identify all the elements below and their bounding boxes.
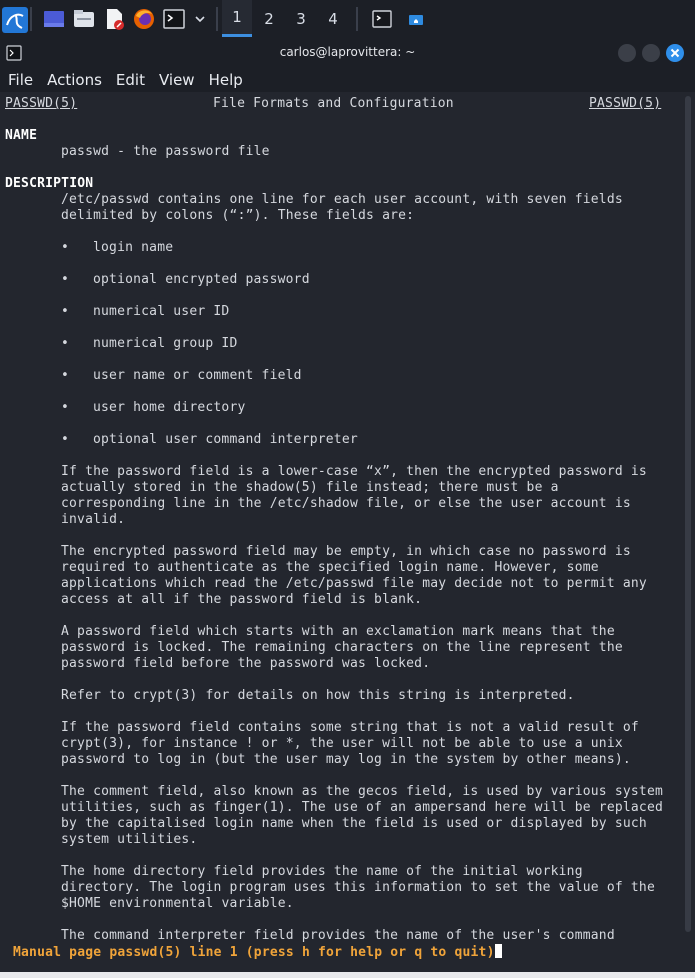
panel-separator — [216, 7, 218, 31]
menubar — [0, 68, 695, 92]
workspace-2[interactable]: 2 — [264, 9, 274, 28]
man-header-center: File Formats and Configuration — [213, 96, 454, 111]
close-button[interactable] — [666, 44, 684, 62]
terminal-scrollbar[interactable] — [685, 96, 691, 932]
text-line: password field before the password was locked. — [61, 656, 431, 671]
close-icon — [666, 44, 684, 62]
pager-status: Manual page passwd(5) line 1 (press h for help or q to quit) — [13, 945, 495, 960]
kali-menu-icon[interactable] — [2, 7, 26, 31]
text-line: actually stored in the shadow(5) file instead; there must be a — [61, 480, 559, 495]
text-line: password is locked. The remaining characters on the line represent the — [61, 640, 623, 655]
text-line: delimited by colons (“:”). These fields are: — [61, 208, 415, 223]
text-line: A password field which starts with an exclamation mark means that the — [61, 624, 615, 639]
text-line: The command interpreter field provides the name of the user's command — [61, 928, 615, 943]
cursor — [495, 944, 502, 958]
text-line: passwd - the password file — [61, 144, 270, 159]
section-description: DESCRIPTION — [5, 176, 94, 191]
text-line: system utilities. — [61, 832, 198, 847]
text-line: directory. The login program uses this information to set the value of the — [61, 880, 655, 895]
text-line: by the capitalised login name when the field is used or displayed by such — [61, 816, 647, 831]
terminal-icon[interactable] — [162, 7, 186, 31]
text-line: The home directory field provides the name of the initial working — [61, 864, 583, 879]
text-line: /etc/passwd contains one line for each user account, with seven fields — [61, 192, 623, 207]
text-line: required to authenticate as the specified login name. However, some — [61, 560, 599, 575]
window-titlebar[interactable] — [0, 37, 695, 68]
list-item: optional user command interpreter — [93, 432, 358, 447]
man-header-left: PASSWD(5) — [5, 96, 78, 111]
text-editor-icon[interactable] — [102, 7, 126, 31]
terminal-view[interactable] — [0, 92, 683, 972]
list-item: numerical group ID — [93, 336, 238, 351]
bullet: • — [61, 336, 70, 351]
bullet: • — [61, 304, 70, 319]
window-title: carlos@laprovittera: ~ — [279, 45, 416, 59]
text-line: The encrypted password field may be empty, in which case no password is — [61, 544, 631, 559]
text-line: $HOME environmental variable. — [61, 896, 294, 911]
minimize-button[interactable] — [618, 44, 636, 62]
menu-file[interactable]: File — [8, 71, 34, 89]
text-line: invalid. — [61, 512, 126, 527]
workspace-switcher-icon[interactable] — [42, 7, 66, 31]
man-header-right: PASSWD(5) — [589, 96, 662, 111]
text-line: If the password field contains some string that is not a valid result of — [61, 720, 639, 735]
menu-view[interactable]: View — [158, 71, 195, 89]
menu-help[interactable]: Help — [208, 71, 243, 89]
pager-status-line — [13, 944, 502, 961]
menu-edit[interactable]: Edit — [115, 71, 145, 89]
text-line: If the password field is a lower-case “x”, then the encrypted password is — [61, 464, 647, 479]
list-item: user home directory — [93, 400, 246, 415]
top-panel — [0, 0, 695, 37]
bullet: • — [61, 432, 70, 447]
firefox-icon[interactable] — [132, 7, 156, 31]
terminal-window-icon[interactable] — [370, 7, 394, 31]
bullet: • — [61, 272, 70, 287]
workspace-1[interactable]: 1 — [222, 0, 252, 37]
text-line: Refer to crypt(3) for details on how this string is interpreted. — [61, 688, 575, 703]
workspace-4[interactable]: 4 — [328, 9, 338, 28]
list-item: user name or comment field — [93, 368, 302, 383]
chevron-down-icon[interactable] — [192, 7, 208, 31]
list-item: numerical user ID — [93, 304, 230, 319]
bullet: • — [61, 240, 70, 255]
text-line: crypt(3), for instance ! or *, the user will not be able to use a unix — [61, 736, 623, 751]
text-line: applications which read the /etc/passwd file may decide not to permit any — [61, 576, 647, 591]
text-line: corresponding line in the /etc/shadow file, or else the user account is — [61, 496, 631, 511]
window-bottom-edge — [0, 972, 695, 978]
section-name: NAME — [5, 128, 38, 143]
panel-separator — [30, 7, 32, 31]
maximize-button[interactable] — [642, 44, 660, 62]
list-item: optional encrypted password — [93, 272, 310, 287]
bullet: • — [61, 368, 70, 383]
workspace-3[interactable]: 3 — [296, 9, 306, 28]
menu-actions[interactable]: Actions — [47, 71, 102, 89]
bullet: • — [61, 400, 70, 415]
file-manager-icon[interactable] — [72, 7, 96, 31]
text-line: password to log in (but the user may log in the system by other means). — [61, 752, 631, 767]
list-item: login name — [93, 240, 174, 255]
text-line: The comment field, also known as the gecos field, is used by various system — [61, 784, 663, 799]
text-line: access at all if the password field is blank. — [61, 592, 423, 607]
panel-separator — [356, 7, 358, 31]
home-folder-icon[interactable] — [404, 7, 428, 31]
text-line: utilities, such as finger(1). The use of an ampersand here will be replaced — [61, 800, 663, 815]
